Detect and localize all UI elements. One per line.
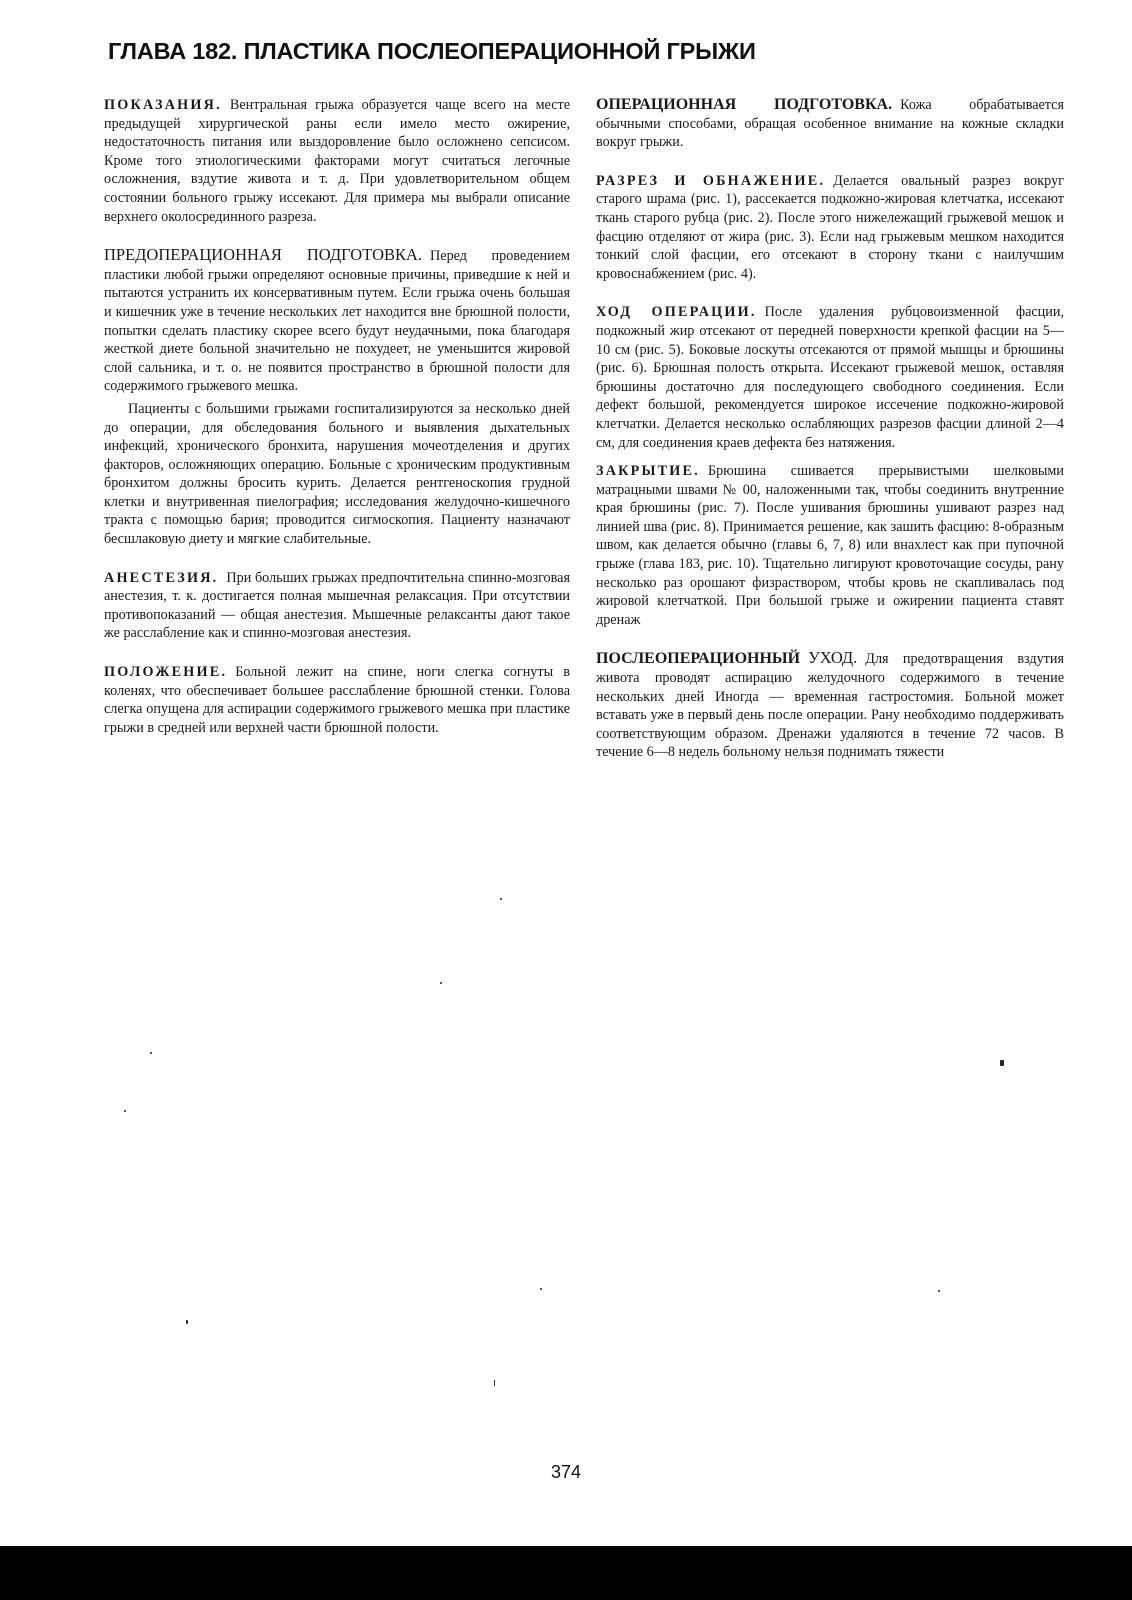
text-anesthesia: При больших грыжах предпочтительна спинно-мозговая анестезия, т. к. достигается полная мышечная релаксация. При отсутствии противопоказаний — общая анестезия. Мышечные релаксанты дают такое же расслабление как и спинно-мозговая анестезия. xyxy=(104,569,570,642)
heading-closure: ЗАКРЫТИЕ. xyxy=(596,463,700,480)
section-incision xyxy=(596,172,1064,284)
heading-postop: ПОСЛЕОПЕРАЦИОННЫЙ xyxy=(596,650,801,668)
heading-prep: ОПЕРАЦИОННАЯ ПОДГОТОВКА. xyxy=(596,96,893,113)
scan-speck xyxy=(186,1320,188,1324)
heading-procedure: ХОД ОПЕРАЦИИ. xyxy=(596,304,757,321)
text-postop: Для предотвращения вздутия живота проводят аспирацию желудочного содержимого в течение нескольких дней Иногда — временная гастростомия. Больной может вставать уже в первый день после операции. Рану необходимо поддерживать соответствующим образом. Дренажи удаляются в течение 72 часов. В течение 6—8 недель больному нельзя поднимать тяжести xyxy=(596,651,1064,761)
text-procedure: После удаления рубцовоизменной фасции, подкожный жир отсекают от передней поверхности крепкой фасции на 5—10 см (рис. 5). Боковые лоскуты отсекаются от прямой мышцы и брюшины (рис. 6). Брюшная полость открыта. Иссекают грыжевой мешок, оставляя брюшины достаточно для последующего свободного соединения. Если дефект большой, рекомендуется широкое иссечение подкожно-жировой клетчатки. Делается несколько ослабляющих разрезов фасции длиной 2—4 см, для соединения краев дефекта без натяжения. xyxy=(596,304,1065,451)
text-incision: Делается овальный разрез вокруг старого шрама (рис. 1), рассекается подкожно-жировая клетчатка, иссекают ткань старого рубца (рис. 2). После этого нижележащий грыжевой мешок и фасцию отделяют от жира (рис. 3). Если над грыжевым мешком находится тонкий слой фасции, его отсекают в сторону ткани с наилучшим кровоснабжением (рис. 4). xyxy=(596,172,1064,282)
heading-anesthesia: АНЕСТЕЗИЯ. xyxy=(104,569,219,586)
section-procedure xyxy=(596,303,1064,452)
scan-speck xyxy=(500,898,502,900)
section-prep xyxy=(596,96,1064,152)
text-indications: Вентральная грыжа образуется чаще всего на месте предыдущей хирургической раны если имело место ожирение, недостаточность питания или выздоровление было осложнено сепсисом. Кроме того этиологическими факторами могут считаться легочные осложнения, вздутие живота и т. д. При удовлетворительном общем состоянии больного грыжу иссекают. Для примера мы выбрали описание верхнего околосрединного разреза. xyxy=(104,97,570,225)
heading-postop-2: УХОД. xyxy=(808,648,858,668)
section-postop xyxy=(596,649,1064,762)
section-position xyxy=(104,663,570,737)
page-title: ГЛАВА 182. ПЛАСТИКА ПОСЛЕОПЕРАЦИОННОЙ ГРЫЖИ xyxy=(108,38,756,64)
scan-speck xyxy=(938,1290,940,1292)
heading-incision: РАЗРЕЗ И ОБНАЖЕНИЕ. xyxy=(596,172,826,189)
left-column xyxy=(104,96,570,757)
text-prep: Кожа обрабатывается обычными способами, обращая особенное внимание на кожные складки вокруг грыжи. xyxy=(596,97,1064,151)
page-number: 374 xyxy=(550,1462,582,1482)
text-preop: Перед проведением пластики любой грыжи определяют основные причины, приведшие к ней и пытаются устранить их консервативным путем. Если грыжа очень большая и кишечник уже в течение нескольких лет находится вне брюшной полости, попытки сделать пластику скорее всего будут неудачными, пока благодаря жесткой диете больной значительно не похудеет, не уменьшится жировой слой сальника, и т. о. не появится пространство в брюшной полости для содержимого грыжевого мешка. xyxy=(104,248,570,395)
scan-speck xyxy=(1000,1060,1004,1066)
right-column xyxy=(596,96,1064,782)
scan-speck xyxy=(150,1052,152,1054)
scan-speck xyxy=(494,1380,495,1386)
section-closure xyxy=(596,462,1064,629)
heading-preop: ПРЕДОПЕРАЦИОННАЯ ПОДГОТОВКА. xyxy=(104,245,423,265)
text-closure: Брюшина сшивается прерывистыми шелковыми матрацными швами № 00, наложенными так, чтобы соединить внутренние края брюшины (рис. 7). После ушивания брюшины ушивают разрез над линией шва (рис. 8). Принимается решение, как зашить фасцию: 8-образным швом, как делается обычно (главы 6, 7, 8) или внахлест как при пупочной грыже (глава 183, рис. 10). Тщательно лигируют кровоточащие сосуды, рану несколько раз орошают физраствором, чтобы кровь не скапливалась под жировой клетчаткой. При большой грыже и ожирении пациента ставят дренаж xyxy=(596,463,1064,628)
text-preop-2: Пациенты с большими грыжами госпитализируются за несколько дней до операции, для обследования больного и выявления дыхательных инфекций, хронического бронхита, нарушения мочеотделения и других факторов, осложняющих операцию. Больные с хроническим продуктивным бронхитом должны бросить курить. Делается рентгеноскопия грудной клетки и внутривенная пиелография; исследования желудочно-кишечного тракта с помощью бария; проводится сигмоскопия. Пациенту назначают бесшлаковую диету и мягкие слабительные. xyxy=(104,400,570,548)
heading-indications: ПОКАЗАНИЯ. xyxy=(104,97,222,113)
scan-speck xyxy=(440,982,442,984)
scan-border xyxy=(0,1546,1132,1600)
scan-speck xyxy=(124,1110,126,1112)
heading-position: ПОЛОЖЕНИЕ. xyxy=(104,664,228,681)
section-preop xyxy=(104,246,570,549)
section-anesthesia xyxy=(104,569,570,643)
scan-speck xyxy=(540,1288,542,1290)
section-indications xyxy=(104,96,570,226)
text-position: Больной лежит на спине, ноги слегка согнуты в коленях, что обеспечивает большее расслабление брюшной стенки. Голова слегка опущена для аспирации содержимого грыжевого мешка при пластике грыжи в средней или верхней части брюшной полости. xyxy=(104,664,570,736)
